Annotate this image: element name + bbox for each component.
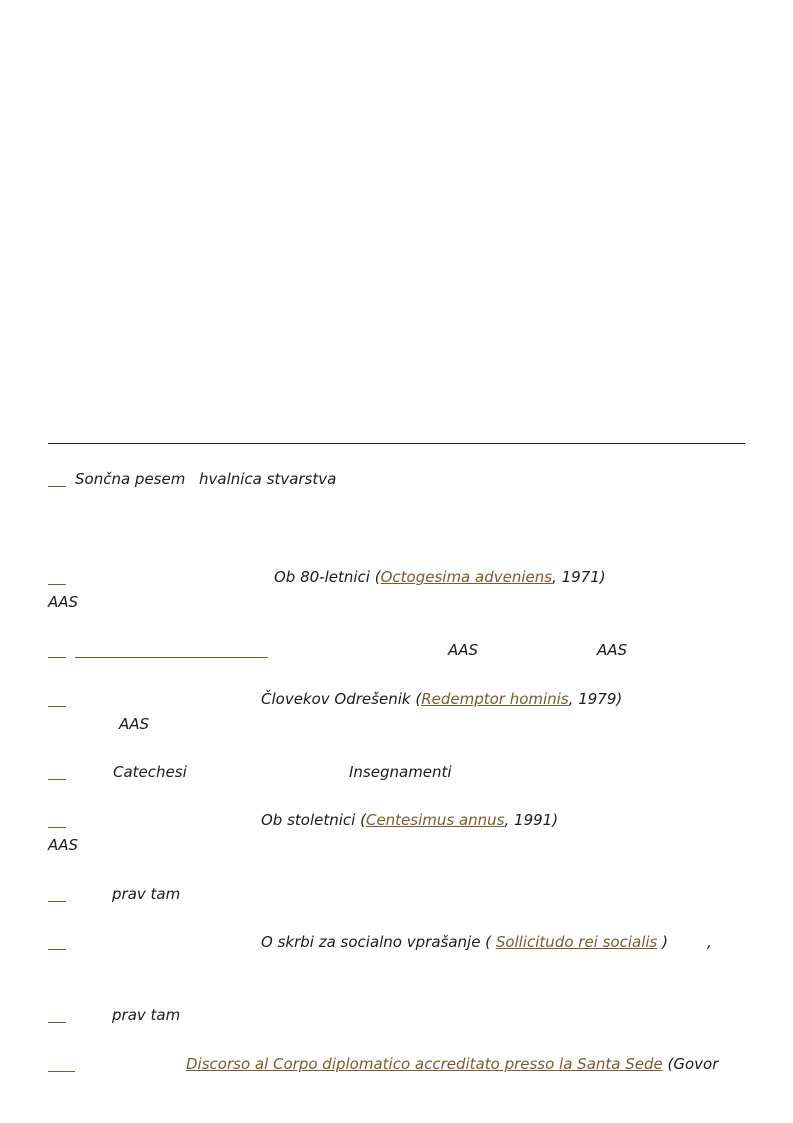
footnote-6 — [261, 811, 558, 829]
footnote-7-text: prav tam — [112, 885, 181, 903]
footnote-8-pre: O skrbi za socialno vprašanje ( — [261, 933, 496, 951]
footnote-marker-6[interactable] — [48, 827, 66, 828]
footnote-10-post: (Govor — [662, 1055, 719, 1073]
footnote-marker-10[interactable] — [48, 1071, 75, 1072]
footnote-1-title: Sončna pesem — [75, 470, 186, 488]
footnote-marker-5[interactable] — [48, 779, 66, 780]
footnote-3-aas-b — [597, 641, 627, 659]
footnote-1-subtitle-text: hvalnica stvarstva — [199, 470, 337, 488]
footnote-10-link[interactable]: Discorso al Corpo diplomatico accreditato presso la Santa Sede — [186, 1055, 663, 1073]
footnote-marker-2[interactable] — [48, 584, 66, 585]
footnote-4-source — [119, 715, 149, 733]
footnote-2-aas: AAS — [48, 593, 79, 611]
footnote-3-aas-1: AAS — [448, 641, 479, 659]
footnote-6-link[interactable]: Centesimus annus — [365, 811, 505, 829]
footnote-5-a — [113, 763, 187, 781]
footnote-4-post: , 1979) — [568, 690, 623, 708]
footnote-1 — [75, 470, 185, 488]
footnote-4-link[interactable]: Redemptor hominis — [421, 690, 569, 708]
footnote-marker-9[interactable] — [48, 1022, 66, 1023]
footnote-separator — [48, 443, 745, 444]
footnote-4-aas: AAS — [119, 715, 150, 733]
footnote-1-subtitle — [199, 470, 336, 488]
footnote-3-aas-2: AAS — [597, 641, 628, 659]
footnote-marker-8[interactable] — [48, 949, 66, 950]
footnote-5-b — [349, 763, 452, 781]
footnote-4-pre: Človekov Odrešenik ( — [261, 690, 422, 708]
footnote-2 — [274, 568, 606, 586]
footnote-8 — [261, 933, 668, 951]
footnote-5-insegnamenti: Insegnamenti — [349, 763, 452, 781]
footnote-4 — [261, 690, 622, 708]
footnote-marker-4[interactable] — [48, 706, 66, 707]
footnote-9 — [112, 1006, 180, 1024]
footnote-3-link-blank[interactable] — [75, 657, 268, 658]
footnote-3-aas-a — [448, 641, 478, 659]
footnote-2-post: , 1971) — [552, 568, 606, 586]
footnote-marker-3[interactable] — [48, 657, 66, 658]
footnote-8-post: ) — [657, 933, 668, 951]
footnote-5-catechesi: Catechesi — [113, 763, 187, 781]
footnote-10 — [186, 1055, 718, 1073]
footnote-8-comma: , — [707, 933, 712, 951]
footnote-2-pre: Ob 80-letnici ( — [274, 568, 381, 586]
footnote-6-pre: Ob stoletnici ( — [261, 811, 366, 829]
footnote-marker-1[interactable] — [48, 486, 66, 487]
footnote-6-source — [48, 836, 78, 854]
footnote-6-post: , 1991) — [504, 811, 559, 829]
footnote-9-text: prav tam — [112, 1006, 181, 1024]
footnote-2-source — [48, 593, 78, 611]
footnote-marker-7[interactable] — [48, 901, 66, 902]
footnote-6-aas: AAS — [48, 836, 79, 854]
footnote-8-link[interactable]: Sollicitudo rei socialis — [495, 933, 658, 951]
footnote-2-link[interactable]: Octogesima adveniens — [380, 568, 553, 586]
footnote-8-trail — [707, 933, 712, 951]
footnote-7 — [112, 885, 180, 903]
